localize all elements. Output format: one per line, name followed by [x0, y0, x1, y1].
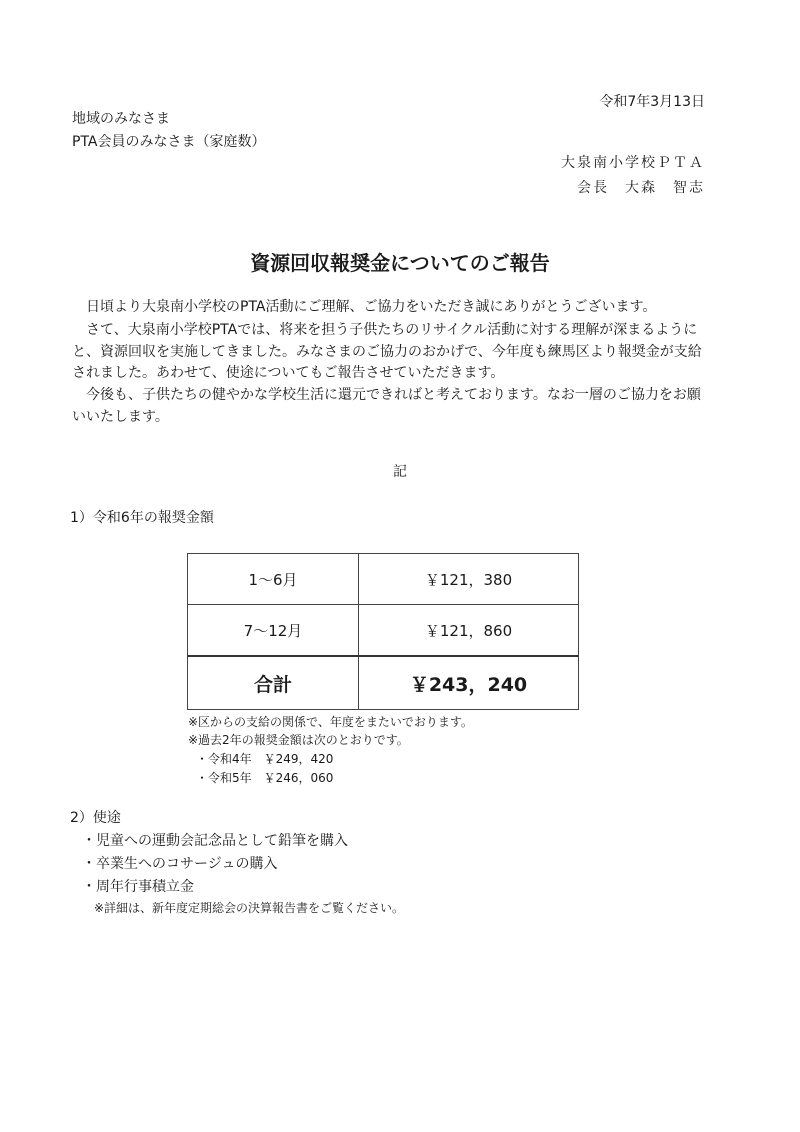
- usage-note: ※詳細は、新年度定期総会の決算報告書をご覧ください。: [94, 901, 405, 915]
- ki-marker: 記: [393, 464, 407, 480]
- total-label-cell: 合計: [188, 656, 359, 710]
- past-amount-reiwa5: ・令和5年 ￥246，060: [196, 771, 334, 785]
- total-amount-cell: ￥243，240: [359, 656, 579, 710]
- table-row: [188, 554, 579, 605]
- amount-cell: ￥121，860: [359, 605, 579, 657]
- body-paragraph-1: 日頃より大泉南小学校のPTA活動にご理解、ご協力をいただき誠にありがとうございます。: [86, 299, 657, 315]
- period-cell: 1～6月: [188, 554, 359, 605]
- usage-item: ・周年行事積立金: [82, 879, 194, 895]
- sender-organization: 大泉南小学校ＰＴＡ: [561, 155, 705, 171]
- usage-item: ・卒業生へのコサージュの購入: [82, 856, 278, 872]
- period-cell: 7～12月: [188, 605, 359, 657]
- amount-cell: ￥121，380: [359, 554, 579, 605]
- total-row: [188, 656, 579, 710]
- reward-amount-table: [187, 553, 579, 710]
- table-note-1: ※区からの支給の関係で、年度をまたいでおります。: [188, 715, 473, 729]
- table-note-2: ※過去2年の報奨金額は次のとおりです。: [188, 733, 409, 747]
- sender-name: 会長 大森 智志: [577, 180, 705, 196]
- document-date: 令和7年3月13日: [599, 94, 705, 110]
- past-amount-reiwa4: ・令和4年 ￥249，420: [196, 752, 334, 766]
- usage-item: ・児童への運動会記念品として鉛筆を購入: [82, 833, 348, 849]
- section-1-heading: 1）令和6年の報奨金額: [70, 510, 214, 526]
- body-paragraph-2: さて、大泉南小学校PTAでは、将来を担う子供たちのリサイクル活動に対する理解が深まるようにと、資源回収を実施してきました。みなさまのご協力のおかげで、今年度も練馬区より報奨金が支給されました。あわせて、使途についてもご報告させていただきます。: [72, 322, 702, 381]
- table-row: [188, 605, 579, 657]
- document-title: 資源回収報奨金についてのご報告: [250, 251, 550, 275]
- section-2-heading: 2）使途: [70, 810, 121, 826]
- recipient-line-1: 地域のみなさま: [72, 111, 170, 127]
- recipient-line-2: PTA会員のみなさま（家庭数）: [72, 134, 266, 150]
- body-paragraph-3: 今後も、子供たちの健やかな学校生活に還元できればと考えております。なお一層のご協力をお願いいたします。: [72, 387, 701, 425]
